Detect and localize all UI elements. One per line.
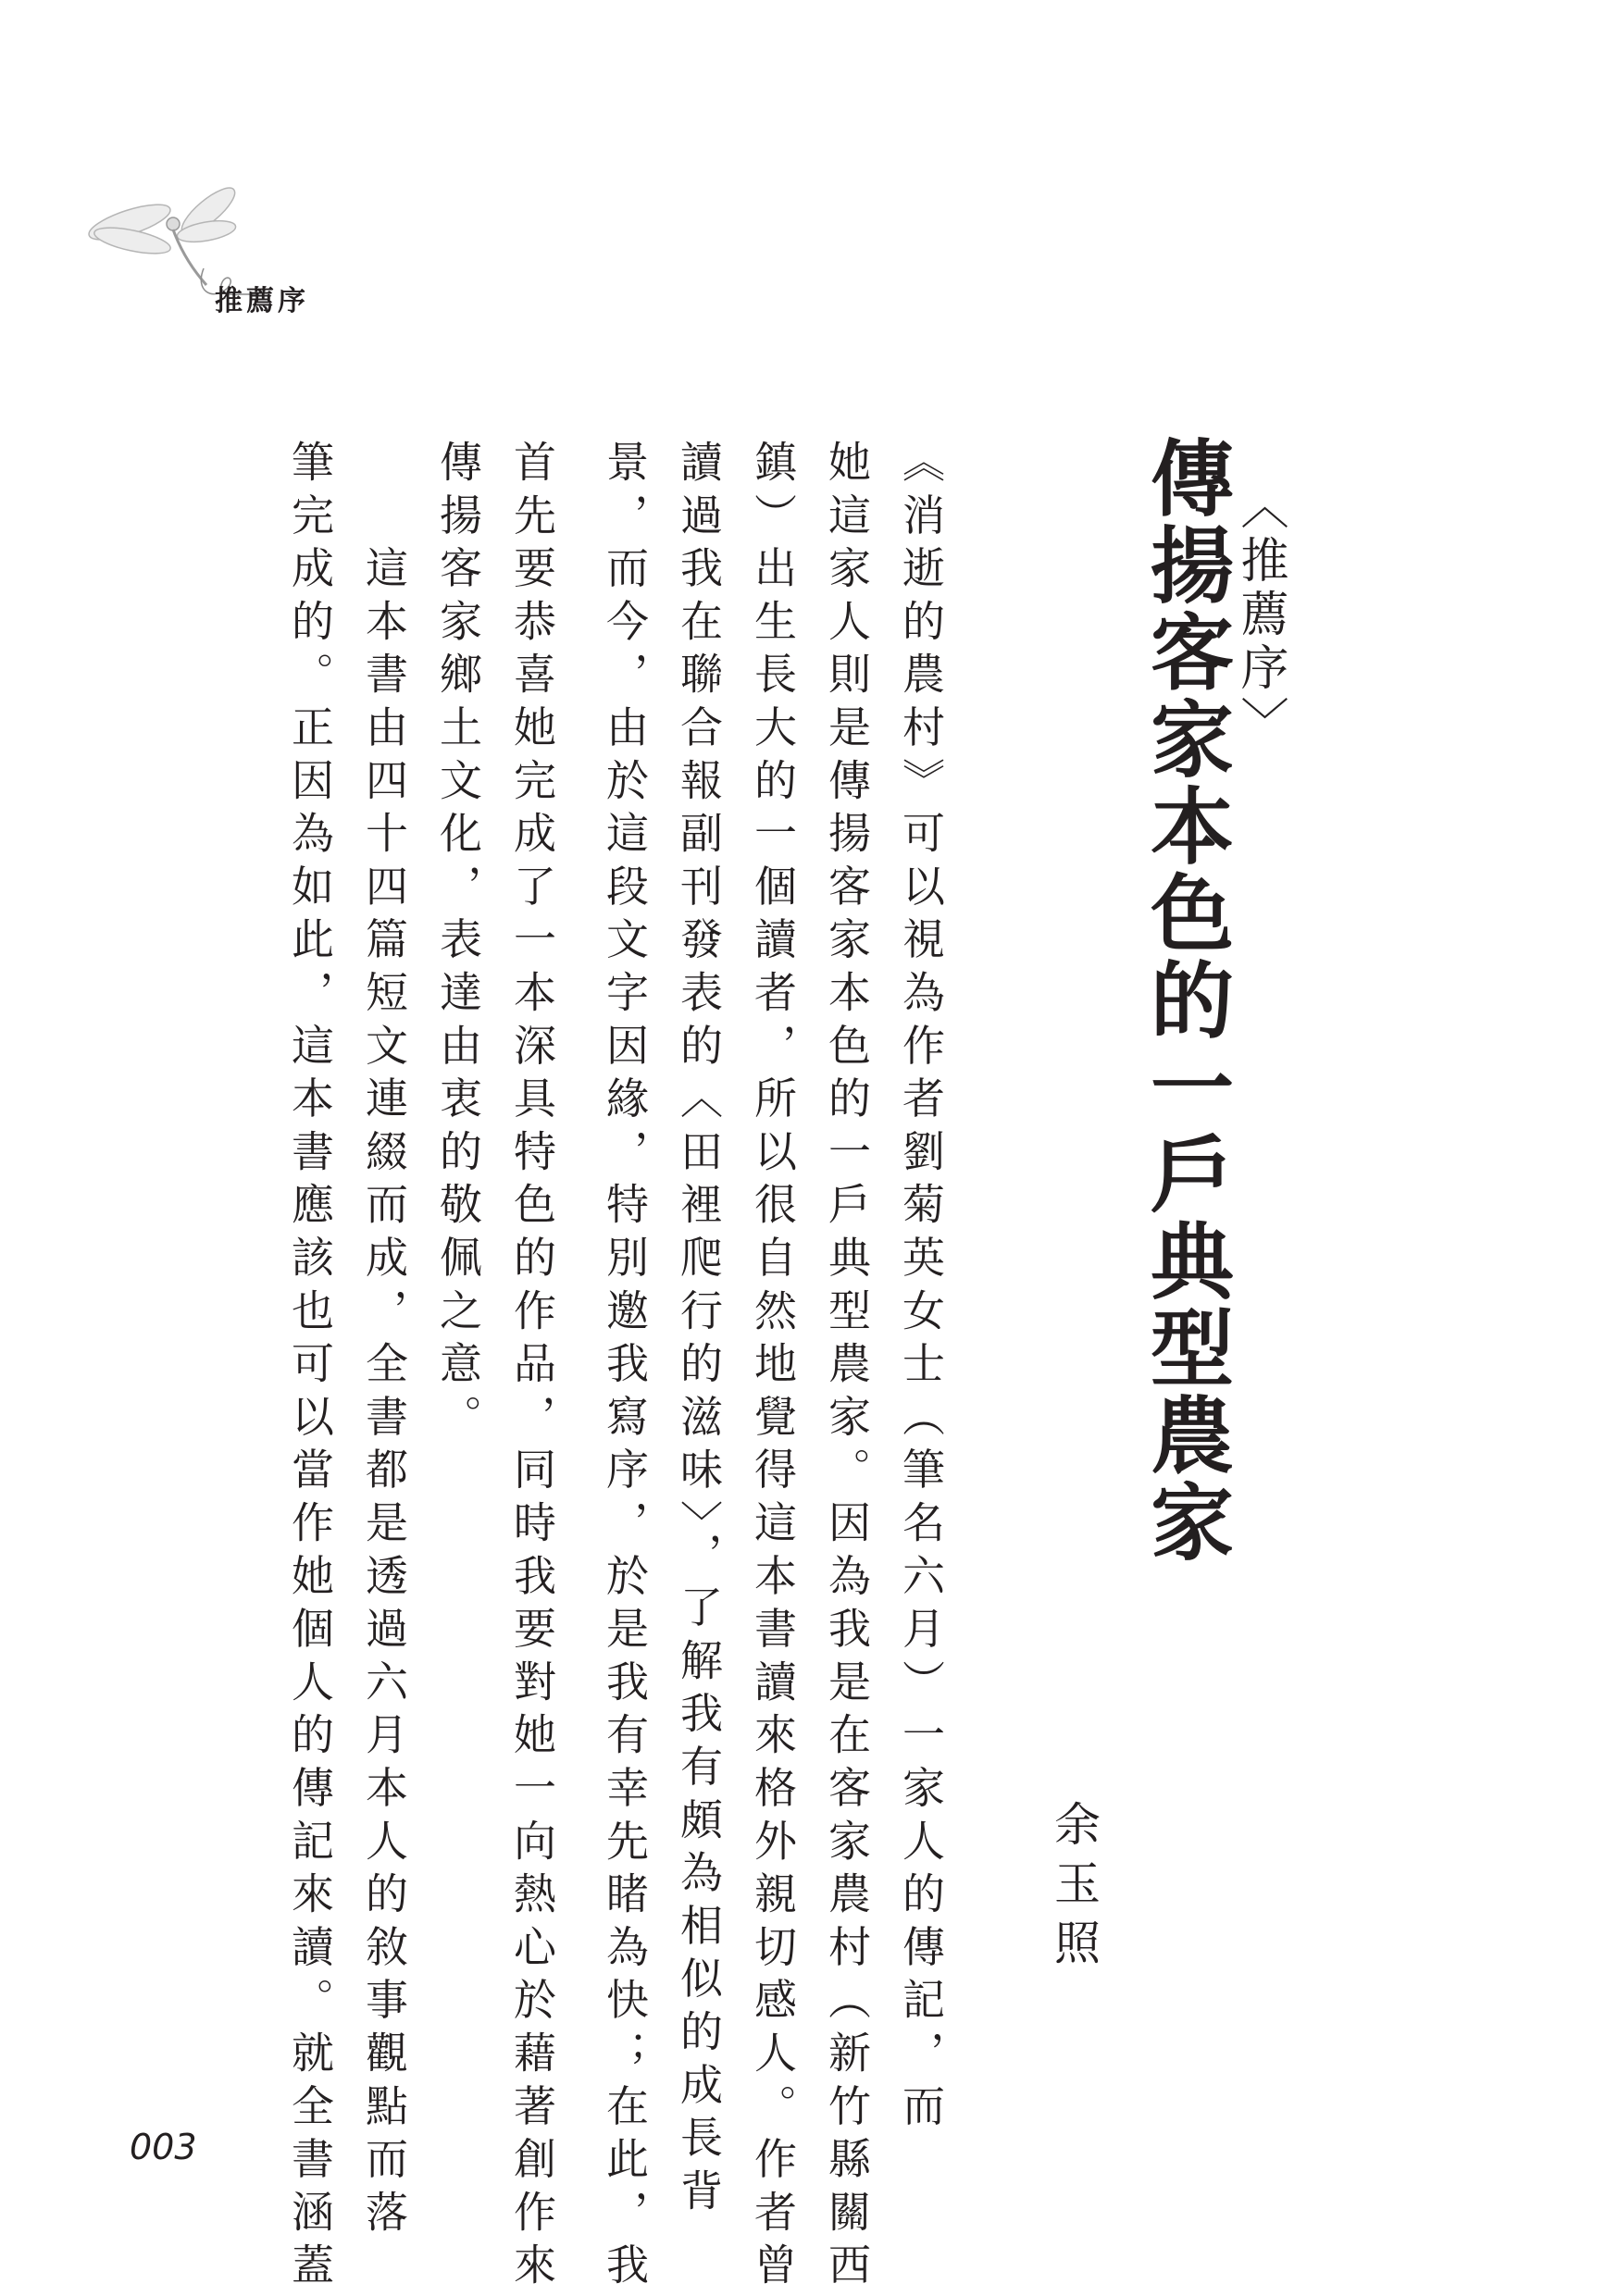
text-column: 這本書由四十四篇短文連綴而成，全書都是透過六月本人的敘事觀點而落 (359, 440, 409, 2243)
text-column: 筆完成的。正因為如此，這本書應該也可以當作她個人的傳記來讀。就全書涵蓋 (285, 440, 335, 2296)
text-column: 首先要恭喜她完成了一本深具特色的作品，同時我要對她一向熱心於藉著創作來 (507, 440, 557, 2296)
running-head-title: 推薦序 (215, 285, 309, 317)
text-column: 她這家人則是傳揚客家本色的一戶典型農家。因為我是在客家農村（新竹縣關西 (822, 440, 872, 2296)
text-column: 景，而今，由於這段文字因緣，特別邀我寫序，於是我有幸先睹為快；在此，我 (600, 440, 650, 2296)
text-column: 鎮）出生長大的一個讀者，所以很自然地覺得這本書讀來格外親切感人。作者曾 (748, 440, 798, 2296)
text-column: 讀過我在聯合報副刊發表的〈田裡爬行的滋味〉，了解我有頗為相似的成長背 (674, 440, 724, 2222)
author-name: 余玉照 (1047, 1800, 1101, 1978)
text-column: 傳揚客家鄉土文化，表達由衷的敬佩之意。 (433, 440, 483, 1447)
page-number: 003 (130, 2127, 197, 2167)
section-label: 〈推薦序〉 (1232, 481, 1288, 750)
text-column: 《消逝的農村》可以視為作者劉菊英女士（筆名六月）一家人的傳記，而 (896, 440, 946, 2137)
article-title: 傳揚客家本色的一戶典型農家 (1136, 435, 1234, 1566)
